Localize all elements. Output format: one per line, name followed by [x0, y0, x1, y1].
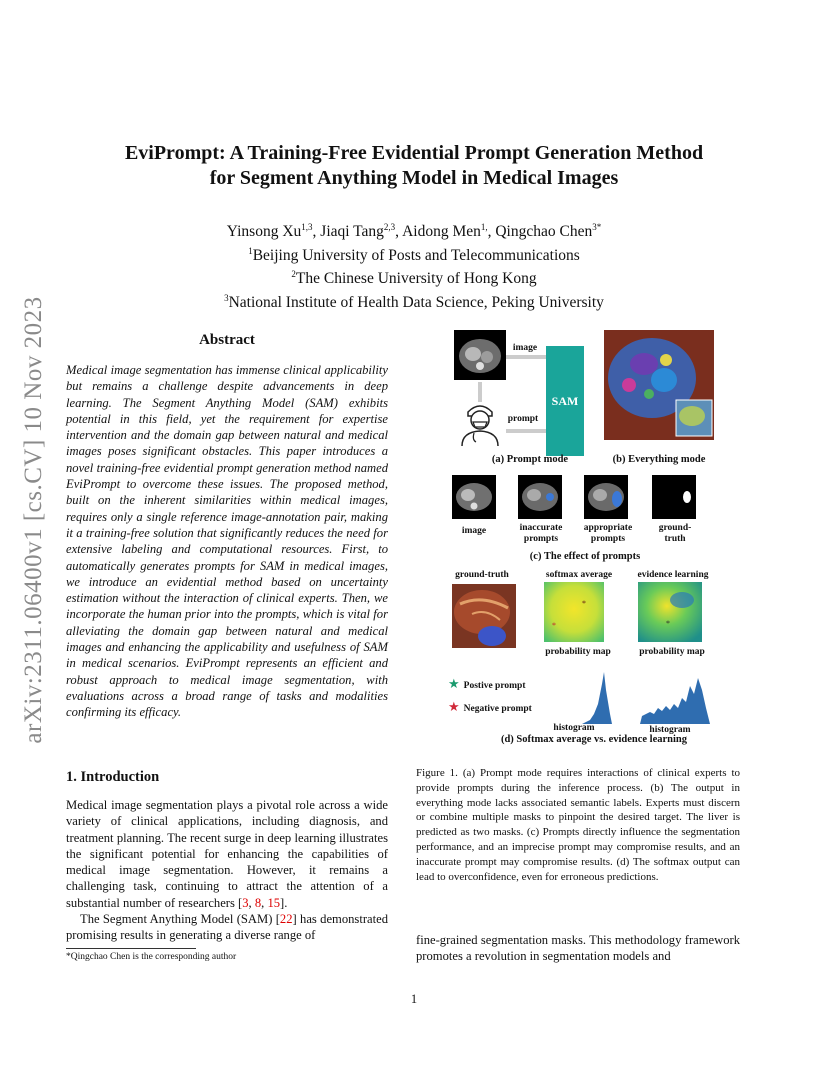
arxiv-stamp: arXiv:2311.06400v1 [cs.CV] 10 Nov 2023	[20, 296, 47, 744]
page-number: 1	[410, 992, 418, 1006]
figure-1	[440, 330, 740, 750]
section-heading-introduction: 1. Introduction	[66, 769, 160, 785]
figure-caption: Figure 1. (a) Prompt mode requires interactions of clinical experts to provide prompts during the inference process. (b) The output in everything mode lacks associated semantic labels. Experts must discern or combine multiple masks to pinpoint the desired target. The liver is predicted as two masks. (c) Prompts directly influence the segmentation performance, and an imprecise prompt may compromise results, and an inaccurate prompt may compromise results. (d) The softmax output can lead to overconfidence, even for erroneous predictions.	[416, 767, 740, 883]
ct-image-inaccurate	[518, 475, 562, 519]
softmax-histogram	[552, 664, 612, 724]
label-row-ground-truth: ground-truth	[658, 523, 692, 544]
ct-image-c1	[452, 475, 496, 519]
label-row-appropriate: appropriate prompts	[583, 523, 633, 544]
sam-block	[546, 346, 584, 456]
svg-text:*: *	[582, 599, 586, 608]
label-effect-of-prompts: (c) The effect of prompts	[529, 551, 641, 562]
svg-text:*: *	[552, 621, 556, 630]
label-evidence-learning: evidence learning	[637, 570, 709, 580]
softmax-probability-map	[544, 582, 604, 642]
negative-star-icon: ★	[448, 699, 460, 714]
evidence-histogram	[640, 664, 710, 724]
legend-negative-label: Negative prompt	[463, 704, 532, 714]
author-list: Yinsong Xu$^{1,3}$, Jiaqi Tang$^{2,3}$, Aidong Men$^{1,}$, Qingchao Chen$^{3*}$	[226, 222, 602, 241]
legend-positive	[448, 675, 526, 693]
label-histogram-1: histogram	[553, 723, 595, 733]
label-softmax-vs-evidence: (d) Softmax average vs. evidence learning	[500, 734, 688, 745]
prompt-arrow	[506, 428, 546, 434]
vertical-connector	[478, 382, 482, 402]
doctor-icon	[454, 400, 506, 446]
svg-text:*: *	[666, 619, 670, 628]
evidence-probability-map	[638, 582, 702, 642]
affiliation-1: $^1$Beijing University of Posts and Telecommunications	[248, 245, 580, 264]
everything-mode-image	[604, 330, 714, 440]
ground-truth-mask	[652, 475, 696, 519]
label-prompt-mode: (a) Prompt mode	[491, 454, 569, 465]
footnote-rule	[66, 948, 196, 949]
abstract-text: Medical image segmentation has immense clinical applicability but remains a challenge despite advancements in deep learning. The Segment Anything Model (SAM) exhibits potential in this field, yet the requirement for expertise intervention and the domain gap between natural and medical images poses significant obstacles. This paper introduces a novel training-free evidential prompt generation method named EviPrompt to overcome these issues. The proposed method, built on the inherent similarities within medical images, requires only a single reference image-annotation pair, making it a training-free solution that significantly reduces the need for extensive labeling and computational resources. First, to automatically generates prompts for SAM in medical images, we introduce an evidential method based on uncertainty estimation without the interaction of clinical experts. Then, we incorporate the human prior into the prompts, which is vital for alleviating the domain gap between natural and medical images and enhancing the applicability and usefulness of SAM in medical scenarios. EviPrompt represents an efficient and robust approach to medical image segmentation, with evaluations across a broad range of tasks and modalities confirming its efficacy.	[66, 363, 388, 720]
affiliation-2: $^2$The Chinese University of Hong Kong	[291, 269, 537, 288]
intro-paragraph-1: Medical image segmentation plays a pivotal role across a wide variety of clinical applications, including diagnosis, and treatment planning. The recent surge in deep learning illustrates the significant potential for enhancing the capabilities of medical image segmentation. However, it remains a challenging task, continuing to attract the attention of a substantial number of researchers [3, 8, 15].	[66, 798, 388, 910]
ct-image-appropriate	[584, 475, 628, 519]
label-everything-mode: (b) Everything mode	[612, 454, 706, 465]
abstract-heading: Abstract	[199, 332, 255, 348]
label-probability-map-2: probability map	[639, 647, 705, 657]
image-arrow	[506, 354, 546, 360]
ct-scan-image-a	[454, 330, 506, 380]
label-ground-truth: ground-truth	[455, 570, 509, 580]
label-row-inaccurate: inaccurate prompts	[519, 523, 563, 544]
label-image: image	[512, 343, 538, 353]
label-softmax-average: softmax average	[545, 570, 613, 580]
footnote: *Qingchao Chen is the corresponding author	[66, 952, 237, 962]
legend-negative	[448, 698, 532, 716]
introduction-text	[66, 797, 388, 944]
positive-star-icon: ★	[448, 676, 460, 691]
affiliation-3: $^3$National Institute of Health Data Science, Peking University	[224, 292, 604, 312]
paper-title: EviPrompt: A Training-Free Evidential Prompt Generation Method for Segment Anything Model in Medical Images	[124, 142, 704, 189]
label-probability-map-1: probability map	[545, 647, 611, 657]
liver-photo	[452, 584, 516, 648]
label-row-image: image	[461, 526, 487, 536]
label-prompt: prompt	[507, 414, 539, 424]
label-histogram-2: histogram	[649, 725, 691, 735]
right-column-text: fine-grained segmentation masks. This methodology framework promotes a revolution in segmentation models and	[416, 933, 740, 964]
intro-paragraph-2: The Segment Anything Model (SAM) [22] has demonstrated promising results in generating a diverse range of	[66, 912, 388, 943]
legend-positive-label: Postive prompt	[463, 681, 526, 691]
label-sam: SAM	[551, 394, 579, 408]
authors-block	[0, 218, 828, 313]
